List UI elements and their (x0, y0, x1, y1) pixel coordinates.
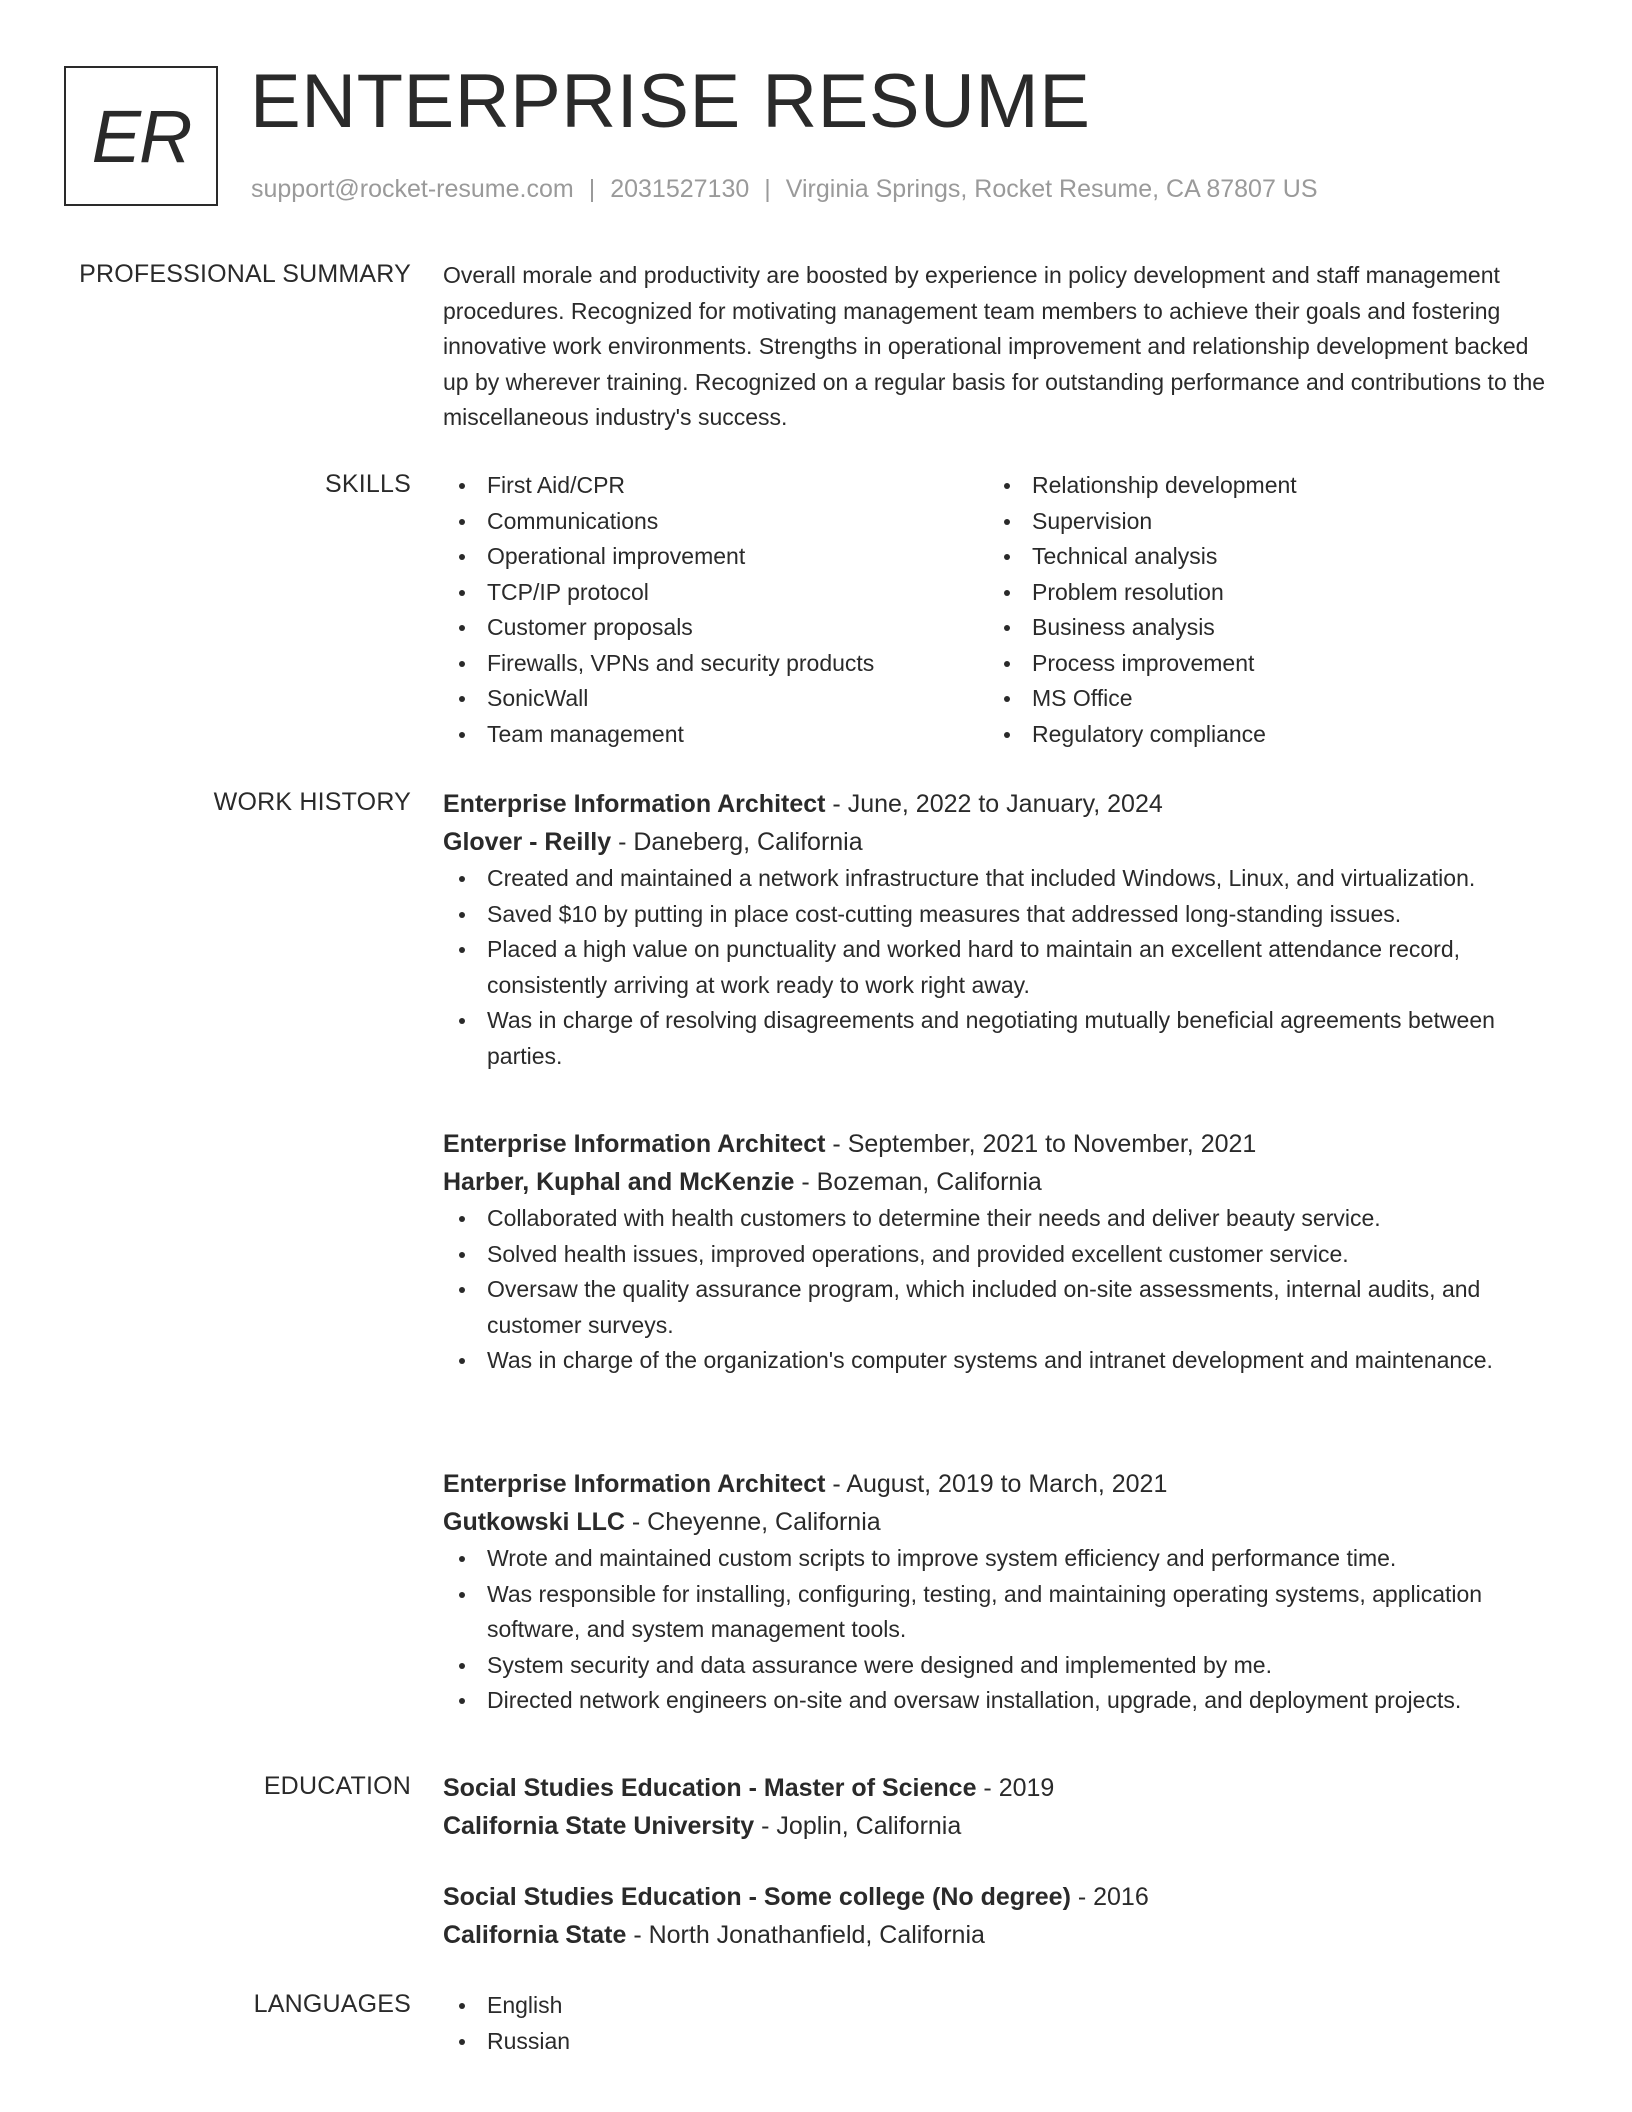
job-bullet: Directed network engineers on-site and oversaw installation, upgrade, and deployment projects. (443, 1683, 1553, 1719)
job-bullet: Was in charge of the organization's computer systems and intranet development and maintenance. (443, 1343, 1553, 1379)
job-bullets (443, 861, 1553, 1074)
skill-item: Firewalls, VPNs and security products (443, 646, 988, 682)
skill-item: Regulatory compliance (988, 717, 1533, 753)
job-title: Enterprise Information Architect (443, 790, 826, 818)
job-location: - Cheyenne, California (624, 1508, 881, 1536)
contact-address: Virginia Springs, Rocket Resume, CA 87807 US (785, 175, 1318, 203)
skill-item: First Aid/CPR (443, 468, 988, 504)
job-bullet: Was responsible for installing, configuring, testing, and maintaining operating systems, application software, and system management tools. (443, 1577, 1553, 1648)
education-heading: EDUCATION (263, 1772, 411, 1800)
contact-phone: 2031527130 (610, 175, 750, 203)
skills-heading: SKILLS (325, 470, 411, 498)
job-bullet: System security and data assurance were designed and implemented by me. (443, 1648, 1553, 1684)
degree: Social Studies Education - Some college (No degree) (443, 1883, 1071, 1911)
job-company: Gutkowski LLC (443, 1508, 625, 1536)
summary-heading: PROFESSIONAL SUMMARY (79, 260, 411, 288)
skill-item: Operational improvement (443, 539, 988, 575)
language-item: English (443, 1988, 1553, 2024)
job-company: Glover - Reilly (443, 828, 612, 856)
skill-item: TCP/IP protocol (443, 575, 988, 611)
contact-line (251, 172, 1318, 206)
school-location: - Joplin, California (754, 1812, 962, 1840)
skill-item: Business analysis (988, 610, 1533, 646)
education-entry (443, 1878, 1553, 1954)
skill-item: Customer proposals (443, 610, 988, 646)
skill-item: Relationship development (988, 468, 1533, 504)
skill-item: Supervision (988, 504, 1533, 540)
contact-separator: | (764, 175, 771, 203)
languages-list (443, 1988, 1553, 2059)
job-company-line (443, 1503, 1553, 1541)
job-title-line (443, 1125, 1553, 1163)
job-bullets (443, 1201, 1553, 1379)
language-item: Russian (443, 2024, 1553, 2060)
degree-line (443, 1769, 1553, 1807)
education-entry (443, 1769, 1553, 1845)
job-title-line (443, 785, 1553, 823)
skill-item: Team management (443, 717, 988, 753)
job-bullet: Saved $10 by putting in place cost-cutting measures that addressed long-standing issues. (443, 897, 1553, 933)
job-bullet: Placed a high value on punctuality and worked hard to maintain an excellent attendance record, consistently arriving at work ready to work right away. (443, 932, 1553, 1003)
skills-list-left (443, 468, 988, 752)
school-line (443, 1916, 1553, 1954)
degree-year: - 2019 (976, 1774, 1055, 1802)
job-bullet: Oversaw the quality assurance program, which included on-site assessments, internal audits, and customer surveys. (443, 1272, 1553, 1343)
job-entry (443, 1125, 1553, 1379)
job-bullet: Was in charge of resolving disagreements and negotiating mutually beneficial agreements between parties. (443, 1003, 1553, 1074)
job-bullet: Created and maintained a network infrastructure that included Windows, Linux, and virtualization. (443, 861, 1553, 897)
skill-item: Process improvement (988, 646, 1533, 682)
job-company-line (443, 823, 1553, 861)
skill-item: MS Office (988, 681, 1533, 717)
skill-item: SonicWall (443, 681, 988, 717)
degree-line (443, 1878, 1553, 1916)
job-bullet: Solved health issues, improved operations, and provided excellent customer service. (443, 1237, 1553, 1273)
job-entry (443, 1465, 1553, 1719)
job-title: Enterprise Information Architect (443, 1130, 826, 1158)
job-location: - Bozeman, California (794, 1168, 1042, 1196)
job-title-line (443, 1465, 1553, 1503)
job-entry (443, 785, 1553, 1074)
school: California State (443, 1921, 627, 1949)
contact-email: support@rocket-resume.com (251, 175, 574, 203)
work-history-heading: WORK HISTORY (213, 788, 411, 816)
job-bullet: Collaborated with health customers to determine their needs and deliver beauty service. (443, 1201, 1553, 1237)
skill-item: Communications (443, 504, 988, 540)
job-company-line (443, 1163, 1553, 1201)
skills-list-right (988, 468, 1533, 752)
job-company: Harber, Kuphal and McKenzie (443, 1168, 795, 1196)
job-dates: - September, 2021 to November, 2021 (825, 1130, 1257, 1158)
job-bullets (443, 1541, 1553, 1719)
contact-separator: | (588, 175, 596, 203)
skill-item: Technical analysis (988, 539, 1533, 575)
languages-heading: LANGUAGES (253, 1990, 411, 2018)
school-line (443, 1807, 1553, 1845)
monogram-logo: ER (64, 66, 218, 206)
degree-year: - 2016 (1070, 1883, 1149, 1911)
job-dates: - June, 2022 to January, 2024 (825, 790, 1163, 818)
school-location: - North Jonathanfield, California (626, 1921, 985, 1949)
resume-title: ENTERPRISE RESUME (250, 59, 1091, 144)
job-dates: - August, 2019 to March, 2021 (825, 1470, 1168, 1498)
school: California State University (443, 1812, 755, 1840)
job-bullet: Wrote and maintained custom scripts to improve system efficiency and performance time. (443, 1541, 1553, 1577)
skill-item: Problem resolution (988, 575, 1533, 611)
degree: Social Studies Education - Master of Science (443, 1774, 977, 1802)
job-location: - Daneberg, California (611, 828, 863, 856)
summary-text: Overall morale and productivity are boosted by experience in policy development and staff management procedures. Recognized for motivating management team members to achieve their goals and fostering innovative work environments. Strengths in operational improvement and relationship development backed up by wherever training. Recognized on a regular basis for outstanding performance and contributions to the miscellaneous industry's success. (443, 262, 1546, 430)
job-title: Enterprise Information Architect (443, 1470, 826, 1498)
